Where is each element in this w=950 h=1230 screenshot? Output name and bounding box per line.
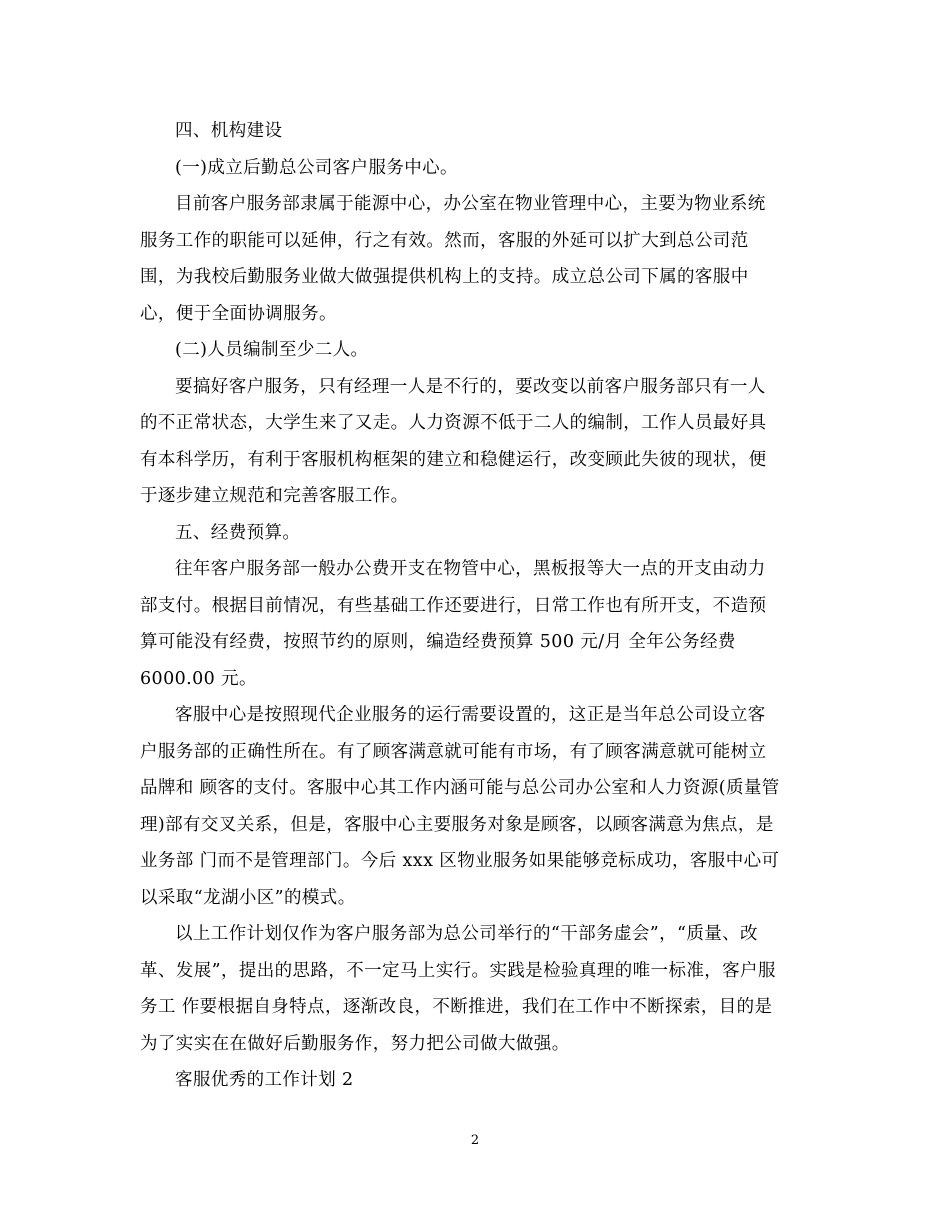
paragraph-first-line: 目前客户服务部隶属于能源中心，办公室在物业管理中心，主要为物业系统 (175, 194, 766, 214)
document-body (140, 113, 810, 1099)
paragraph-first-line: 客服中心是按照现代企业服务的运行需要设置的，这正是当年总公司设立客 (175, 705, 766, 725)
paragraph-line: 6000.00 元。 (140, 668, 257, 689)
paragraph-line: 品牌和 顾客的支付。客服中心其工作内涵可能与总公司办公室和人力资源(质量管 (140, 778, 780, 798)
paragraph-line: 的不正常状态，大学生来了又走。人力资源不低于二人的编制，工作人员最好具 (140, 413, 767, 433)
paragraph-line: 算可能没有经费，按照节约的原则，编造经费预算 500 元/月 全年公务经费 (140, 632, 736, 652)
paragraph-first-line: (二)人员编制至少二人。 (175, 340, 369, 360)
paragraph-line: 革、发展”，提出的思路，不一定马上实行。实践是检验真理的唯一标准，客户服 (140, 960, 776, 981)
paragraph-line: 心，便于全面协调服务。 (140, 303, 337, 324)
paragraph-line: 户服务部的正确性所在。有了顾客满意就可能有市场，有了顾客满意就可能树立 (140, 741, 767, 762)
paragraph-first-line: 五、经费预算。 (175, 522, 301, 543)
page-number: 2 (470, 1133, 480, 1148)
paragraph-line: 服务工作的职能可以延伸，行之有效。然而，客服的外延可以扩大到总公司范 (140, 230, 749, 251)
paragraph-first-line: 客服优秀的工作计划 2 (175, 1070, 354, 1090)
paragraph-line: 有本科学历，有利于客服机构框架的建立和稳健运行，改变顾此失彼的现状，便 (140, 449, 767, 470)
paragraph-line: 务工 作要根据自身特点，逐渐改良，不断推进，我们在工作中不断探索，目的是 (140, 997, 773, 1017)
paragraph-line: 围，为我校后勤服务业做大做强提供机构上的支持。成立总公司下属的客服中 (140, 267, 749, 287)
paragraph-line: 于逐步建立规范和完善客服工作。 (140, 486, 409, 506)
paragraph-line: 业务部 门而不是管理部门。今后 xxx 区物业服务如果能够竞标成功，客服中心可 (140, 851, 780, 871)
paragraph-line: 以采取“龙湖小区”的模式。 (140, 887, 356, 908)
paragraph-line: 为了实实在在做好后勤服务作，努力把公司做大做强。 (140, 1033, 570, 1054)
paragraph-first-line: (一)成立后勤总公司客户服务中心。 (175, 157, 458, 178)
paragraph-first-line: 要搞好客户服务，只有经理一人是不行的，要改变以前客户服务部只有一人 (175, 376, 766, 397)
paragraph-first-line: 往年客户服务部一般办公费开支在物管中心，黑板报等大一点的开支由动力 (175, 559, 766, 579)
paragraph-line: 部支付。根据目前情况，有些基础工作还要进行，日常工作也有所开支，不造预 (140, 595, 767, 616)
paragraph-first-line: 以上工作计划仅作为客户服务部为总公司举行的“干部务虚会”，“质量、改 (175, 924, 758, 944)
paragraph-line: 理)部有交叉关系，但是，客服中心主要服务对象是顾客，以顾客满意为焦点，是 (140, 814, 774, 835)
paragraph-first-line: 四、机构建设 (175, 121, 283, 141)
